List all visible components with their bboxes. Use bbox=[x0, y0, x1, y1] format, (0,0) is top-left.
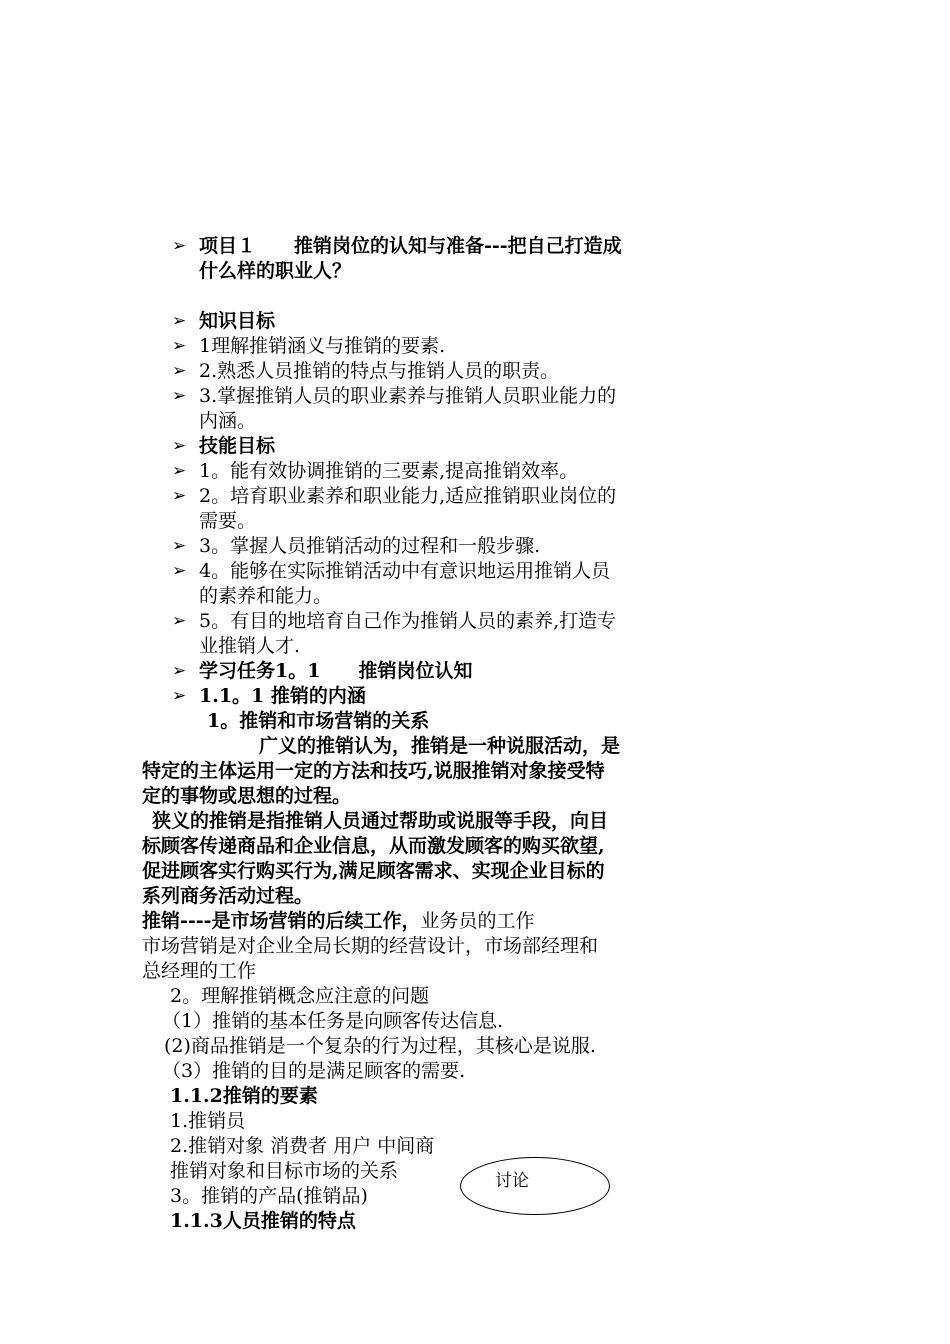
text-line-content: 总经理的工作 bbox=[142, 960, 257, 982]
text-line bbox=[199, 434, 275, 459]
text-line-content: 1。能有效协调推销的三要素,提高推销效率。 bbox=[199, 460, 579, 482]
text-line-content: 5。有目的地培育自己作为推销人员的素养,打造专 bbox=[199, 610, 617, 632]
bullet-icon: ➢ bbox=[172, 561, 187, 581]
text-line-content: 1理解推销涵义与推销的要素. bbox=[199, 335, 446, 357]
text-line-content: 广义的推销认为，推销是一种说服活动，是 bbox=[259, 735, 621, 757]
text-line bbox=[170, 1134, 434, 1159]
bullet-icon: ➢ bbox=[172, 536, 187, 556]
bullet-icon: ➢ bbox=[172, 686, 187, 706]
text-line-content: 定的事物或思想的过程。 bbox=[142, 785, 352, 807]
text-line bbox=[142, 959, 256, 984]
text-line bbox=[170, 1209, 356, 1234]
text-line bbox=[199, 559, 610, 584]
text-line-content: 推销对象和目标市场的关系 bbox=[170, 1160, 399, 1182]
text-line bbox=[199, 234, 622, 259]
text-line-content: 技能目标 bbox=[199, 435, 276, 457]
text-line-content: 1。推销和市场营销的关系 bbox=[207, 710, 430, 732]
text-line-content: 标顾客传递商品和企业信息，从而激发顾客的购买欲望, bbox=[142, 835, 605, 857]
text-line bbox=[170, 1159, 398, 1184]
bullet-icon: ➢ bbox=[172, 661, 187, 681]
text-line bbox=[170, 1109, 245, 1134]
text-line-content: 需要。 bbox=[199, 510, 257, 532]
text-line bbox=[142, 934, 598, 959]
text-line bbox=[142, 884, 313, 909]
text-line bbox=[152, 809, 608, 834]
text-line bbox=[164, 1034, 596, 1059]
text-line-content: 4。能够在实际推销活动中有意识地运用推销人员 bbox=[199, 560, 611, 582]
text-line-content: 2.推销对象 消费者 用户 中间商 bbox=[170, 1135, 435, 1157]
text-line-content: 1.1。1 推销的内涵 bbox=[199, 685, 366, 707]
text-line-content: 知识目标 bbox=[199, 310, 276, 332]
bullet-icon: ➢ bbox=[172, 361, 187, 381]
discussion-callout bbox=[460, 1157, 610, 1215]
text-line bbox=[142, 859, 605, 884]
text-line bbox=[142, 784, 351, 809]
text-line bbox=[199, 334, 445, 359]
text-line bbox=[199, 409, 256, 434]
text-line bbox=[170, 1084, 318, 1109]
text-line-content: 3.掌握推销人员的职业素养与推销人员职业能力的 bbox=[199, 385, 617, 407]
text-line bbox=[199, 634, 300, 659]
text-line bbox=[199, 584, 332, 609]
text-line bbox=[162, 1009, 503, 1034]
text-line bbox=[199, 484, 616, 509]
text-line bbox=[199, 609, 616, 634]
text-line-content: 业推销人才. bbox=[199, 635, 301, 657]
text-line-content: 1.推销员 bbox=[170, 1110, 246, 1132]
text-line bbox=[207, 709, 429, 734]
text-line bbox=[142, 909, 535, 934]
bullet-icon: ➢ bbox=[172, 461, 187, 481]
bullet-icon: ➢ bbox=[172, 311, 187, 331]
text-line bbox=[259, 734, 620, 759]
text-line bbox=[142, 759, 605, 784]
text-line-content: 特定的主体运用一定的方法和技巧,说服推销对象接受特 bbox=[142, 760, 605, 782]
text-line-content: 项目１ 推销岗位的认知与准备---把自己打造成 bbox=[199, 235, 622, 257]
text-line bbox=[199, 259, 351, 284]
text-line bbox=[199, 459, 578, 484]
text-line bbox=[199, 384, 616, 409]
text-line-content: 系列商务活动过程。 bbox=[142, 885, 314, 907]
bullet-icon: ➢ bbox=[172, 336, 187, 356]
bullet-icon: ➢ bbox=[172, 386, 187, 406]
text-line bbox=[170, 1184, 368, 1209]
text-line-content: 2。培育职业素养和职业能力,适应推销职业岗位的 bbox=[199, 485, 617, 507]
text-line-content: 的素养和能力。 bbox=[199, 585, 333, 607]
text-line-content: 促进顾客实行购买行为,满足顾客需求、实现企业目标的 bbox=[142, 860, 605, 882]
text-line-content: 狭义的推销是指推销人员通过帮助或说服等手段，向目 bbox=[152, 810, 609, 832]
text-line-content: 1.1.3人员推销的特点 bbox=[170, 1210, 356, 1232]
text-line-content: 学习任务1。1 推销岗位认知 bbox=[199, 660, 473, 682]
text-line-content: 2。理解推销概念应注意的问题 bbox=[170, 985, 430, 1007]
text-line-content: 市场营销是对企业全局长期的经营设计，市场部经理和 bbox=[142, 935, 599, 957]
text-line-content: 3。掌握人员推销活动的过程和一般步骤. bbox=[199, 535, 541, 557]
text-line-content: 推销----是市场营销的后续工作， bbox=[142, 910, 421, 932]
bullet-icon: ➢ bbox=[172, 611, 187, 631]
text-line-content: （3）推销的目的是满足顾客的需要. bbox=[162, 1060, 466, 1082]
text-line-content: (2)商品推销是一个复杂的行为过程，其核心是说服. bbox=[164, 1035, 596, 1057]
text-line-content: 1.1.2推销的要素 bbox=[170, 1085, 318, 1107]
bullet-icon: ➢ bbox=[172, 236, 187, 256]
bullet-icon: ➢ bbox=[172, 486, 187, 506]
text-line bbox=[199, 534, 540, 559]
text-line bbox=[199, 509, 256, 534]
text-line-content: 什么样的职业人？ bbox=[199, 260, 352, 282]
text-line-content: 3。推销的产品(推销品) bbox=[170, 1185, 368, 1207]
text-line-tail: 业务员的工作 bbox=[420, 910, 535, 932]
text-line bbox=[170, 984, 429, 1009]
text-line bbox=[142, 834, 605, 859]
text-line-content: （1）推销的基本任务是向顾客传达信息. bbox=[162, 1010, 504, 1032]
text-line-content: 2.熟悉人员推销的特点与推销人员的职责。 bbox=[199, 360, 560, 382]
text-line bbox=[162, 1059, 465, 1084]
bullet-icon: ➢ bbox=[172, 436, 187, 456]
text-line bbox=[199, 684, 366, 709]
text-line bbox=[199, 659, 472, 684]
text-line-content: 内涵。 bbox=[199, 410, 257, 432]
text-line bbox=[199, 359, 559, 384]
discussion-callout-label: 讨论 bbox=[495, 1171, 529, 1191]
text-line bbox=[199, 309, 275, 334]
